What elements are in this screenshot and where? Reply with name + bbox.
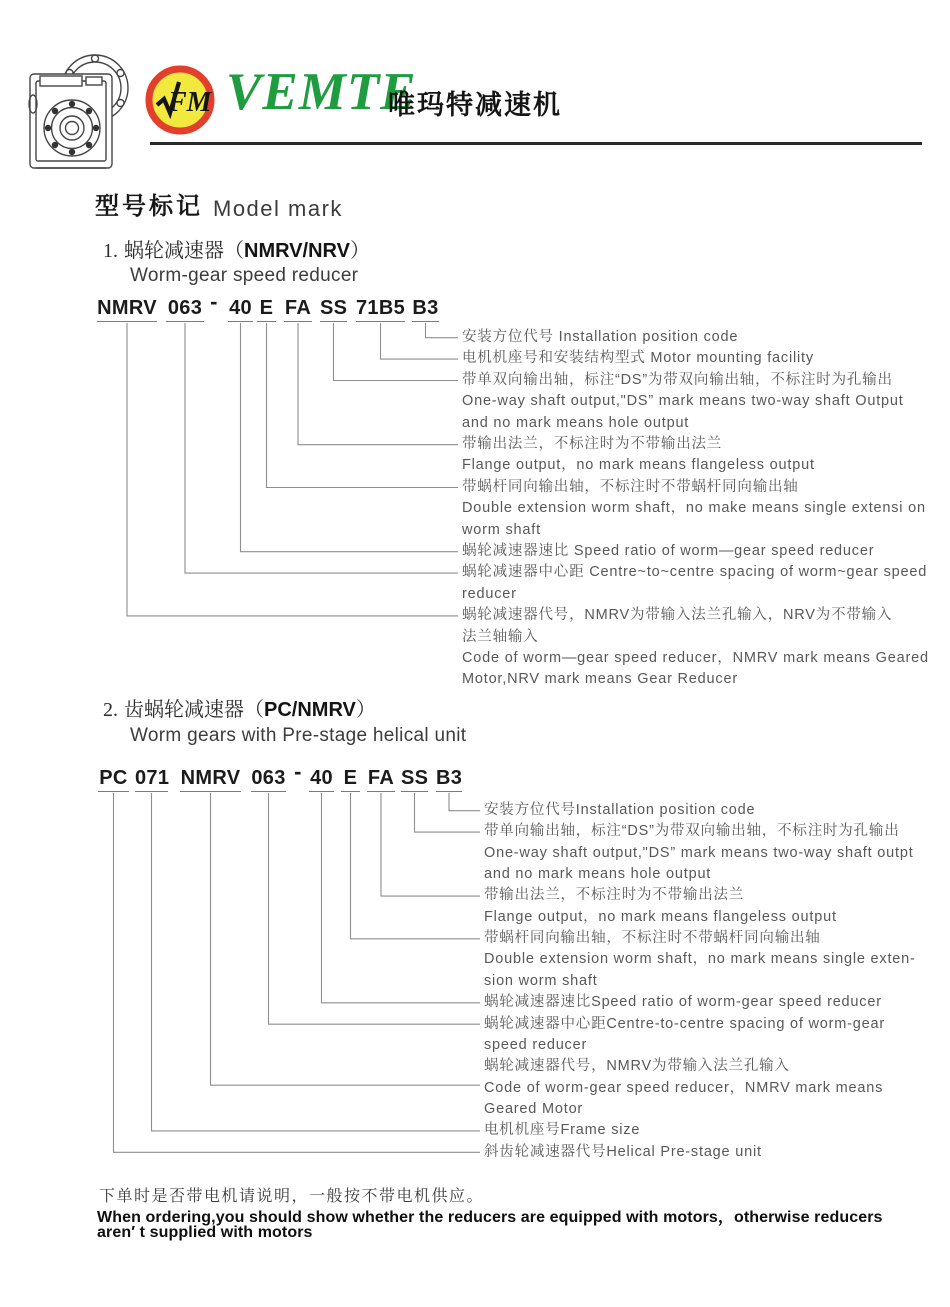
code-segment: 71B5 [356, 298, 405, 322]
connector-line [241, 323, 459, 552]
connector-line [298, 323, 458, 445]
annotation-line: One-way shaft output,"DS” mark means two-way shaft outpt [484, 844, 914, 861]
annotation-line: Flange output，no mark means flangeless output [484, 908, 837, 925]
connector-line [415, 793, 481, 832]
annotation-line: Flange output，no mark means flangeless output [462, 457, 815, 474]
connector-line [152, 793, 481, 1131]
annotation-line: 法兰轴输入 [462, 628, 539, 645]
code-segment: 40 [228, 298, 253, 322]
connector-line [114, 793, 481, 1152]
annotation-line: 斜齿轮减速器代号Helical Pre-stage unit [484, 1143, 762, 1160]
annotation-line: 安装方位代号Installation position code [484, 802, 756, 818]
footer-note-zh: 下单时是否带电机请说明，一般按不带电机供应。 [99, 1188, 485, 1205]
code-segment: - [210, 289, 218, 314]
code-segment: PC [98, 768, 129, 792]
annotation-line: One-way shaft output,"DS” mark means two-way shaft Output [462, 393, 904, 410]
annotation-line: 电机机座号Frame size [484, 1122, 641, 1139]
annotation-line: 蜗轮减速器速比 Speed ratio of worm—gear speed reducer [462, 543, 875, 559]
annotation-line: Code of worm—gear speed reducer，NMRV mark means Geared [462, 650, 929, 666]
section-title-zh-close: ） [355, 699, 376, 721]
connector-line [426, 323, 459, 338]
annotation-line: speed reducer [484, 1036, 588, 1053]
section-title-zh: 齿蜗轮减速器（ [124, 699, 264, 721]
annotation-line: 安装方位代号 Installation position code [462, 329, 739, 345]
annotation-line: 蜗轮减速器中心距 Centre~to~centre spacing of worm~gear speed [462, 564, 928, 581]
annotation-line: worm shaft [462, 521, 541, 538]
code-segment: 063 [251, 768, 286, 792]
section-1-heading [103, 240, 370, 263]
connector-line [381, 793, 480, 896]
connector-line [351, 793, 481, 939]
code-segment: 063 [166, 298, 204, 322]
connector-line [334, 323, 459, 381]
section-2-subtitle: Worm gears with Pre-stage helical unit [130, 725, 467, 746]
code-segment: B3 [412, 298, 439, 322]
annotation-line: Geared Motor [484, 1100, 584, 1117]
connector-line [127, 323, 458, 616]
code-segment: FA [367, 768, 395, 792]
code-segment: NMRV [180, 768, 241, 792]
connector-line [185, 323, 458, 573]
annotation-line: and no mark means hole output [484, 866, 712, 883]
annotation-line: 蜗轮减速器代号，NMRV为带输入法兰孔输入 [484, 1058, 790, 1075]
connector-line [449, 793, 480, 811]
annotation-line: 带输出法兰，不标注时为不带输出法兰 [462, 436, 723, 452]
annotation-line: Double extension worm shaft，no make means single extensi on [462, 500, 926, 517]
annotation-line: 带单向输出轴，标注“DS”为带双向输出轴，不标注时为孔输出 [484, 823, 900, 840]
annotation-line: 蜗轮减速器代号，NMRV为带输入法兰孔输入，NRV为不带输入 [462, 607, 893, 624]
code-segment: B3 [436, 768, 462, 792]
annotation-line: 电机机座号和安装结构型式 Motor mounting facility [462, 350, 814, 367]
connector-line [322, 793, 481, 1003]
annotation-line: and no mark means hole output [462, 414, 690, 431]
footer-note-en-line1: When ordering,you should show whether the reducers are equipped with motors，otherwise reducers [97, 1209, 883, 1226]
annotation-line: 带蜗杆同向输出轴，不标注时不带蜗杆同向输出轴 [462, 478, 799, 495]
brand-name: VEMTE [226, 63, 417, 121]
header-divider [150, 142, 922, 145]
code-segment: 40 [309, 768, 334, 792]
logo-monogram: FM [168, 87, 212, 118]
gearbox-illustration [28, 42, 152, 176]
code-segment: NMRV [97, 298, 157, 322]
connector-line [267, 323, 459, 488]
section-title-zh-close: ） [349, 240, 370, 262]
brand-subtitle: 唯玛特减速机 [388, 90, 562, 120]
annotation-line: 带蜗杆同向输出轴，不标注时不带蜗杆同向输出轴 [484, 930, 821, 947]
connector-line [269, 793, 481, 1024]
connector-line [211, 793, 481, 1085]
code-segment: SS [401, 768, 428, 792]
footer-note-en-line2: aren′ t supplied with motors [97, 1224, 313, 1241]
code-segment: FA [284, 298, 312, 322]
annotation-line: sion worm shaft [484, 972, 598, 989]
annotation-line: Double extension worm shaft，no mark means single exten- [484, 951, 916, 968]
section-title-code: NMRV/NRV [244, 240, 350, 262]
section-number: 1. [103, 240, 118, 262]
annotation-line: 蜗轮减速器中心距Centre-to-centre spacing of worm-gear [484, 1015, 886, 1032]
annotation-line: Motor,NRV mark means Gear Reducer [462, 671, 738, 688]
code-segment: E [257, 298, 276, 322]
page-title-zh: 型号标记 [95, 193, 203, 220]
annotation-line: Code of worm-gear speed reducer，NMRV mark means [484, 1079, 884, 1096]
section-number: 2. [103, 699, 118, 721]
annotation-line: 带单双向输出轴，标注“DS”为带双向输出轴，不标注时为孔输出 [462, 371, 893, 388]
section-2-heading [103, 699, 376, 722]
brand-logo-icon [144, 64, 216, 136]
annotation-line: 蜗轮减速器速比Speed ratio of worm-gear speed reducer [484, 994, 882, 1011]
section-title-code: PC/NMRV [264, 699, 356, 721]
code-segment: E [341, 768, 360, 792]
page-title-en: Model mark [213, 196, 343, 221]
code-segment: 071 [135, 768, 168, 792]
annotation-line: 带输出法兰，不标注时为不带输出法兰 [484, 887, 745, 904]
code-segment: - [294, 759, 302, 784]
code-segment: SS [320, 298, 347, 322]
connector-line [381, 323, 459, 359]
section-title-zh: 蜗轮减速器（ [124, 240, 244, 262]
section-1-subtitle: Worm-gear speed reducer [130, 265, 359, 286]
annotation-line: reducer [462, 585, 517, 602]
